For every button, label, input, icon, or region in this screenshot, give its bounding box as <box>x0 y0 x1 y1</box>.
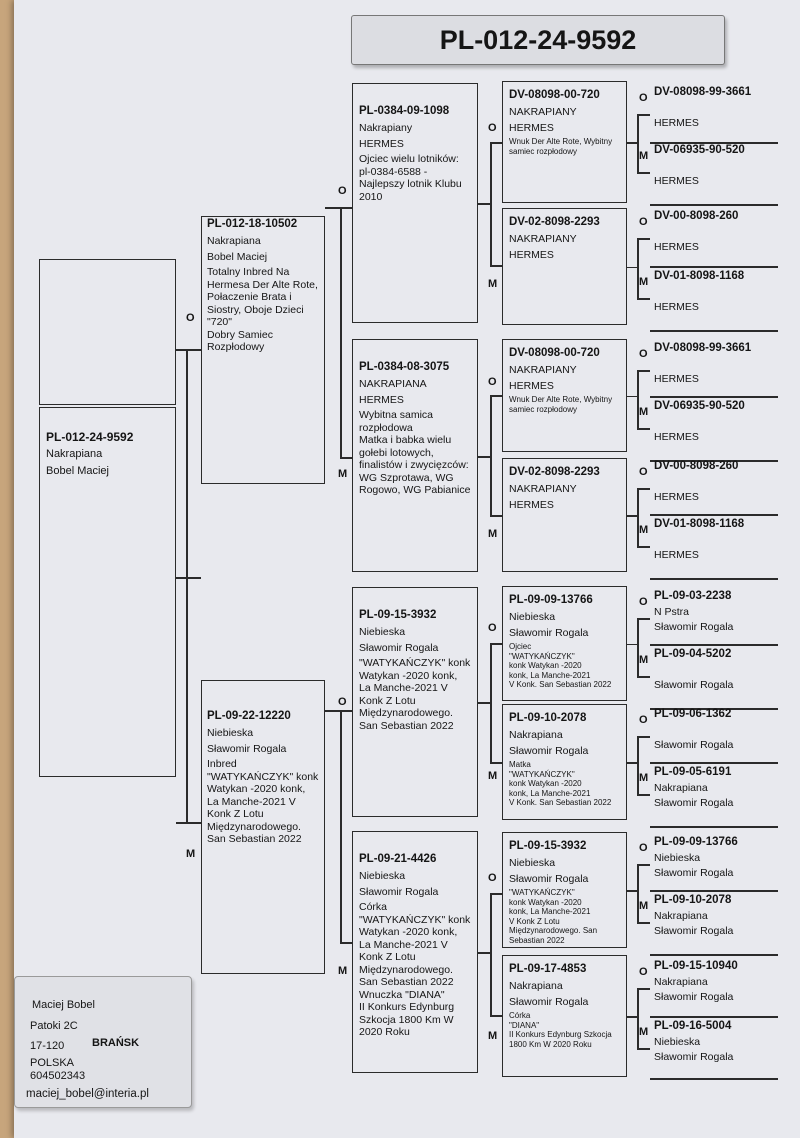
ancestor-entry <box>654 517 772 561</box>
bird-breeder: HERMES <box>509 248 554 261</box>
bird-breeder: Sławomir Rogala <box>359 885 439 898</box>
connector-line <box>637 988 650 990</box>
bird-color: Nakrapiana <box>654 976 708 988</box>
bird-color <box>654 416 772 429</box>
ring-number: DV-08098-00-720 <box>509 89 600 101</box>
ancestor-entry <box>654 209 772 253</box>
underline <box>650 1078 778 1080</box>
owner-city: BRAŃSK <box>92 1037 140 1049</box>
father-label: O <box>639 714 648 726</box>
connector-line <box>490 893 502 895</box>
bird-breeder: HERMES <box>654 174 699 187</box>
ring-number: PL-0384-09-1098 <box>359 105 450 117</box>
ring-number: PL-09-03-2238 <box>654 590 732 602</box>
bird-color: Niebieska <box>509 857 556 869</box>
father-label: O <box>639 966 648 978</box>
father-label: O <box>639 216 648 228</box>
ring-number: PL-09-05-6191 <box>654 766 732 778</box>
connector-line <box>627 396 637 398</box>
connector-line <box>637 676 650 678</box>
ring-number: PL-09-17-4853 <box>509 963 587 975</box>
bird-color: N Pstra <box>654 606 690 618</box>
mother-label: M <box>338 965 348 977</box>
ring-number: DV-08098-00-720 <box>509 347 600 359</box>
father-label: O <box>338 185 347 197</box>
connector-line <box>637 370 639 428</box>
bird-breeder: HERMES <box>509 379 554 392</box>
mother-label: M <box>639 772 649 784</box>
ancestor-entry <box>654 959 772 1003</box>
bird-breeder: Sławomir Rogala <box>654 620 734 633</box>
connector-line <box>637 736 639 794</box>
bird-color <box>654 358 772 371</box>
bird-color: Nakrapiana <box>207 235 261 247</box>
connector-line <box>176 822 201 824</box>
connector-line <box>490 395 492 515</box>
connector-line <box>340 710 352 712</box>
ancestor-entry <box>654 143 772 187</box>
subject-card <box>39 407 176 777</box>
bird-note: "WATYKAŃCZYK" konk Watykan -2020 konk, La Manche-2021 V Konk Z Lotu Międzynarodowego. San Sebastian 2022 <box>359 657 471 732</box>
mother-label: M <box>186 848 196 860</box>
bird-note: Wnuk Der Alte Rote, Wybitny samiec rozpłodowy <box>509 137 613 156</box>
ancestor-entry <box>654 269 772 313</box>
connector-line <box>340 207 352 209</box>
underline <box>650 266 778 268</box>
grandparent-card <box>352 587 478 817</box>
photo-box <box>39 259 176 405</box>
page-title: PL-012-24-9592 <box>351 15 725 65</box>
owner-email: maciej_bobel@interia.pl <box>26 1088 149 1100</box>
ring-number: PL-09-06-1362 <box>654 708 732 720</box>
underline <box>650 396 778 398</box>
ancestor-entry <box>654 589 772 633</box>
bird-note: Wybitna samica rozpłodowa Matka i babka wielu gołebi lotowych, finalistów i zwycięzców: WG Szprotawa, WG Rogowo, WG Pabianice <box>359 409 471 496</box>
underline <box>650 644 778 646</box>
bird-note: Córka "WATYKAŃCZYK" konk Watykan -2020 konk, La Manche-2021 V Konk Z Lotu Międzynarodowego. San Sebastian 2022 Wnuczka "DIANA" II Konkurs Edynburg Szkocja 1800 Km W 2020 Roku <box>359 901 471 1038</box>
ring-number: DV-06935-90-520 <box>654 144 745 156</box>
mother-label: M <box>639 524 649 536</box>
parent-card <box>201 680 325 974</box>
great-grandparent-card <box>502 339 627 452</box>
ancestor-entry <box>654 85 772 129</box>
bird-breeder: HERMES <box>654 116 699 129</box>
mother-label: M <box>488 528 498 540</box>
ring-number: PL-09-15-3932 <box>509 840 587 852</box>
connector-line <box>637 488 639 546</box>
father-label: O <box>639 466 648 478</box>
connector-line <box>627 142 637 144</box>
ring-number: PL-012-18-10502 <box>207 218 298 230</box>
bird-color: Nakrapiana <box>509 729 563 741</box>
bird-color: Nakrapiana <box>509 980 563 992</box>
bird-color: Nakrapiana <box>654 782 708 794</box>
connector-line <box>340 710 342 942</box>
great-grandparent-card <box>502 208 627 325</box>
bird-breeder: HERMES <box>654 372 699 385</box>
bird-note: Wnuk Der Alte Rote, Wybitny samiec rozpłodowy <box>509 395 613 414</box>
father-label: O <box>186 312 195 324</box>
bird-breeder: Sławomir Rogala <box>207 742 287 755</box>
connector-line <box>637 238 639 298</box>
bird-breeder: Sławomir Rogala <box>509 626 589 639</box>
bird-breeder: HERMES <box>654 430 699 443</box>
connector-line <box>627 644 637 646</box>
bird-breeder: HERMES <box>654 490 699 503</box>
great-grandparent-card <box>502 586 627 701</box>
connector-line <box>637 736 650 738</box>
ring-number: PL-09-22-12220 <box>207 710 291 722</box>
bird-breeder: Sławomir Rogala <box>654 1050 734 1063</box>
ring-number: DV-01-8098-1168 <box>654 518 745 530</box>
father-label: O <box>639 596 648 608</box>
bird-note: Inbred "WATYKAŃCZYK" konk Watykan -2020 konk, La Manche-2021 V Konk Z Lotu Międzynarodowego. San Sebastian 2022 <box>207 758 319 845</box>
connector-line <box>478 702 490 704</box>
connector-line <box>478 203 490 205</box>
father-label: O <box>488 872 497 884</box>
ring-number: DV-08098-99-3661 <box>654 342 752 354</box>
owner-name: Maciej Bobel <box>32 999 95 1011</box>
father-label: O <box>488 122 497 134</box>
ancestor-entry <box>654 647 772 691</box>
connector-line <box>340 207 342 457</box>
bird-breeder: HERMES <box>654 548 699 561</box>
father-label: O <box>488 622 497 634</box>
connector-line <box>637 546 650 548</box>
underline <box>650 954 778 956</box>
ancestor-entry <box>654 1019 772 1063</box>
bird-breeder: Sławomir Rogala <box>654 866 734 879</box>
connector-line <box>490 1015 502 1017</box>
bird-breeder: Bobel Maciej <box>207 250 268 263</box>
great-grandparent-card <box>502 832 627 948</box>
underline <box>650 514 778 516</box>
mother-label: M <box>488 1030 498 1042</box>
connector-line <box>637 114 650 116</box>
underline <box>650 204 778 206</box>
mother-label: M <box>639 150 649 162</box>
connector-line <box>490 265 502 267</box>
underline <box>650 826 778 828</box>
bird-note: "WATYKAŃCZYK" konk Watykan -2020 konk, La Manche-2021 V Konk Z Lotu Międzynarodowego. San Sebastian 2022 <box>509 888 598 945</box>
father-label: O <box>639 92 648 104</box>
connector-line <box>637 114 639 172</box>
connector-line <box>637 428 650 430</box>
connector-line <box>490 893 492 1015</box>
father-label: O <box>639 348 648 360</box>
bird-breeder: Sławomir Rogala <box>654 678 734 691</box>
bird-color: NAKRAPIANY <box>509 364 577 376</box>
grandparent-card <box>352 831 478 1073</box>
bird-color <box>654 664 772 677</box>
underline <box>650 578 778 580</box>
mother-label: M <box>639 406 649 418</box>
ring-number: PL-09-15-3932 <box>359 609 437 621</box>
father-label: O <box>488 376 497 388</box>
father-label: O <box>639 842 648 854</box>
bird-breeder: HERMES <box>359 137 404 150</box>
owner-country: POLSKA <box>30 1057 75 1069</box>
ring-number: PL-09-04-5202 <box>654 648 732 660</box>
connector-line <box>176 577 201 579</box>
bird-color: NAKRAPIANY <box>509 483 577 495</box>
connector-line <box>637 1048 650 1050</box>
connector-line <box>490 762 502 764</box>
mother-label: M <box>488 770 498 782</box>
bird-breeder: Sławomir Rogala <box>654 796 734 809</box>
grandparent-card <box>352 339 478 572</box>
bird-breeder: Sławomir Rogala <box>654 924 734 937</box>
ring-number: PL-0384-08-3075 <box>359 361 450 373</box>
mother-label: M <box>488 278 498 290</box>
connector-line <box>176 349 201 351</box>
ring-number: PL-09-09-13766 <box>654 836 738 848</box>
bird-color: NAKRAPIANY <box>509 233 577 245</box>
bird-breeder: HERMES <box>509 121 554 134</box>
bird-color: Niebieska <box>509 611 556 623</box>
mother-label: M <box>639 900 649 912</box>
connector-line <box>637 988 639 1048</box>
bird-color <box>654 226 772 239</box>
ring-number: PL-09-10-2078 <box>654 894 732 906</box>
bird-breeder: HERMES <box>654 240 699 253</box>
bird-color: Nakrapiana <box>654 910 708 922</box>
great-grandparent-card <box>502 955 627 1077</box>
great-grandparent-card <box>502 704 627 820</box>
connector-line <box>637 864 650 866</box>
owner-card <box>14 976 192 1108</box>
ring-number: DV-01-8098-1168 <box>654 270 745 282</box>
connector-line <box>637 370 650 372</box>
connector-line <box>637 238 650 240</box>
ring-number: DV-02-8098-2293 <box>509 466 600 478</box>
connector-line <box>637 794 650 796</box>
bird-breeder: Sławomir Rogala <box>654 990 734 1003</box>
subject-color: Nakrapiana <box>46 448 103 460</box>
connector-line <box>340 457 352 459</box>
bird-breeder: HERMES <box>359 393 404 406</box>
underline <box>650 1016 778 1018</box>
owner-postcode: 17-120 <box>30 1040 65 1052</box>
bird-breeder: Sławomir Rogala <box>509 744 589 757</box>
connector-line <box>325 207 340 209</box>
connector-line <box>637 298 650 300</box>
ring-number: DV-00-8098-260 <box>654 210 739 222</box>
ring-number: DV-08098-99-3661 <box>654 86 752 98</box>
ancestor-entry <box>654 399 772 443</box>
ring-number: DV-00-8098-260 <box>654 460 739 472</box>
bird-note: Ojciec "WATYKAŃCZYK" konk Watykan -2020 konk, La Manche-2021 V Konk. San Sebastian 2022 <box>509 642 612 689</box>
bird-breeder: Sławomir Rogala <box>654 738 734 751</box>
bird-color <box>654 724 772 737</box>
ring-number: DV-06935-90-520 <box>654 400 745 412</box>
owner-street: Patoki 2C <box>30 1020 78 1032</box>
connector-line <box>490 142 492 265</box>
bird-color: Niebieska <box>359 870 406 882</box>
bird-color: Niebieska <box>207 727 254 739</box>
underline <box>650 330 778 332</box>
bird-color <box>654 534 772 547</box>
connector-line <box>637 864 639 922</box>
grandparent-card <box>352 83 478 323</box>
connector-line <box>637 618 639 676</box>
ring-number: PL-09-21-4426 <box>359 853 437 865</box>
ring-number: PL-09-09-13766 <box>509 594 593 606</box>
bird-color: Nakrapiany <box>359 122 413 134</box>
bird-color: NAKRAPIANY <box>509 106 577 118</box>
mother-label: M <box>639 276 649 288</box>
ring-number: PL-09-15-10940 <box>654 960 738 972</box>
bird-breeder: Sławomir Rogala <box>509 872 589 885</box>
subject-ring: PL-012-24-9592 <box>46 430 134 444</box>
bird-note: Ojciec wielu lotników: pl-0384-6588 - Najlepszy lotnik Klubu 2010 <box>359 153 462 203</box>
connector-line <box>627 762 637 764</box>
bird-note: Matka "WATYKAŃCZYK" konk Watykan -2020 konk, La Manche-2021 V Konk. San Sebastian 2022 <box>509 760 612 807</box>
bird-color <box>654 160 772 173</box>
bird-color: Niebieska <box>654 1036 701 1048</box>
ancestor-entry <box>654 835 772 879</box>
connector-line <box>637 488 650 490</box>
father-label: O <box>338 696 347 708</box>
bird-color: NAKRAPIANA <box>359 378 427 390</box>
connector-line <box>637 172 650 174</box>
connector-line <box>490 643 502 645</box>
bird-breeder: HERMES <box>654 300 699 313</box>
connector-line <box>627 515 637 517</box>
bird-color: Niebieska <box>359 626 406 638</box>
bird-color <box>654 286 772 299</box>
connector-line <box>627 890 637 892</box>
bird-breeder: Sławomir Rogala <box>359 641 439 654</box>
mother-label: M <box>338 468 348 480</box>
bird-note: Totalny Inbred Na Hermesa Der Alte Rote, Połaczenie Brata i Siostry, Oboje Dzieci "720" Dobry Samiec Rozpłodowy <box>207 266 318 353</box>
parent-card <box>201 216 325 484</box>
connector-line <box>627 1016 637 1018</box>
ancestor-entry <box>654 707 772 751</box>
bird-breeder: Sławomir Rogala <box>509 995 589 1008</box>
ancestor-entry <box>654 893 772 937</box>
connector-line <box>490 142 502 144</box>
ring-number: DV-02-8098-2293 <box>509 216 600 228</box>
ring-number: PL-09-16-5004 <box>654 1020 732 1032</box>
connector-line <box>186 349 188 822</box>
bird-note: Córka "DIANA" II Konkurs Edynburg Szkocja 1800 Km W 2020 Roku <box>509 1011 612 1049</box>
connector-line <box>490 643 492 762</box>
connector-line <box>637 618 650 620</box>
owner-phone: 604502343 <box>30 1070 86 1082</box>
mother-label: M <box>639 654 649 666</box>
ring-number: PL-09-10-2078 <box>509 712 587 724</box>
ancestor-entry <box>654 765 772 809</box>
connector-line <box>478 456 490 458</box>
great-grandparent-card <box>502 81 627 203</box>
mother-label: M <box>639 1026 649 1038</box>
subject-breeder: Bobel Maciej <box>46 464 109 477</box>
ancestor-entry <box>654 459 772 503</box>
connector-line <box>627 267 637 269</box>
bird-color <box>654 102 772 115</box>
bird-color: Niebieska <box>654 852 701 864</box>
connector-line <box>637 922 650 924</box>
bird-color <box>654 476 772 489</box>
underline <box>650 890 778 892</box>
underline <box>650 762 778 764</box>
connector-line <box>325 710 340 712</box>
ancestor-entry <box>654 341 772 385</box>
connector-line <box>490 395 502 397</box>
connector-line <box>490 515 502 517</box>
connector-line <box>340 942 352 944</box>
connector-line <box>478 952 490 954</box>
bird-breeder: HERMES <box>509 498 554 511</box>
great-grandparent-card <box>502 458 627 572</box>
